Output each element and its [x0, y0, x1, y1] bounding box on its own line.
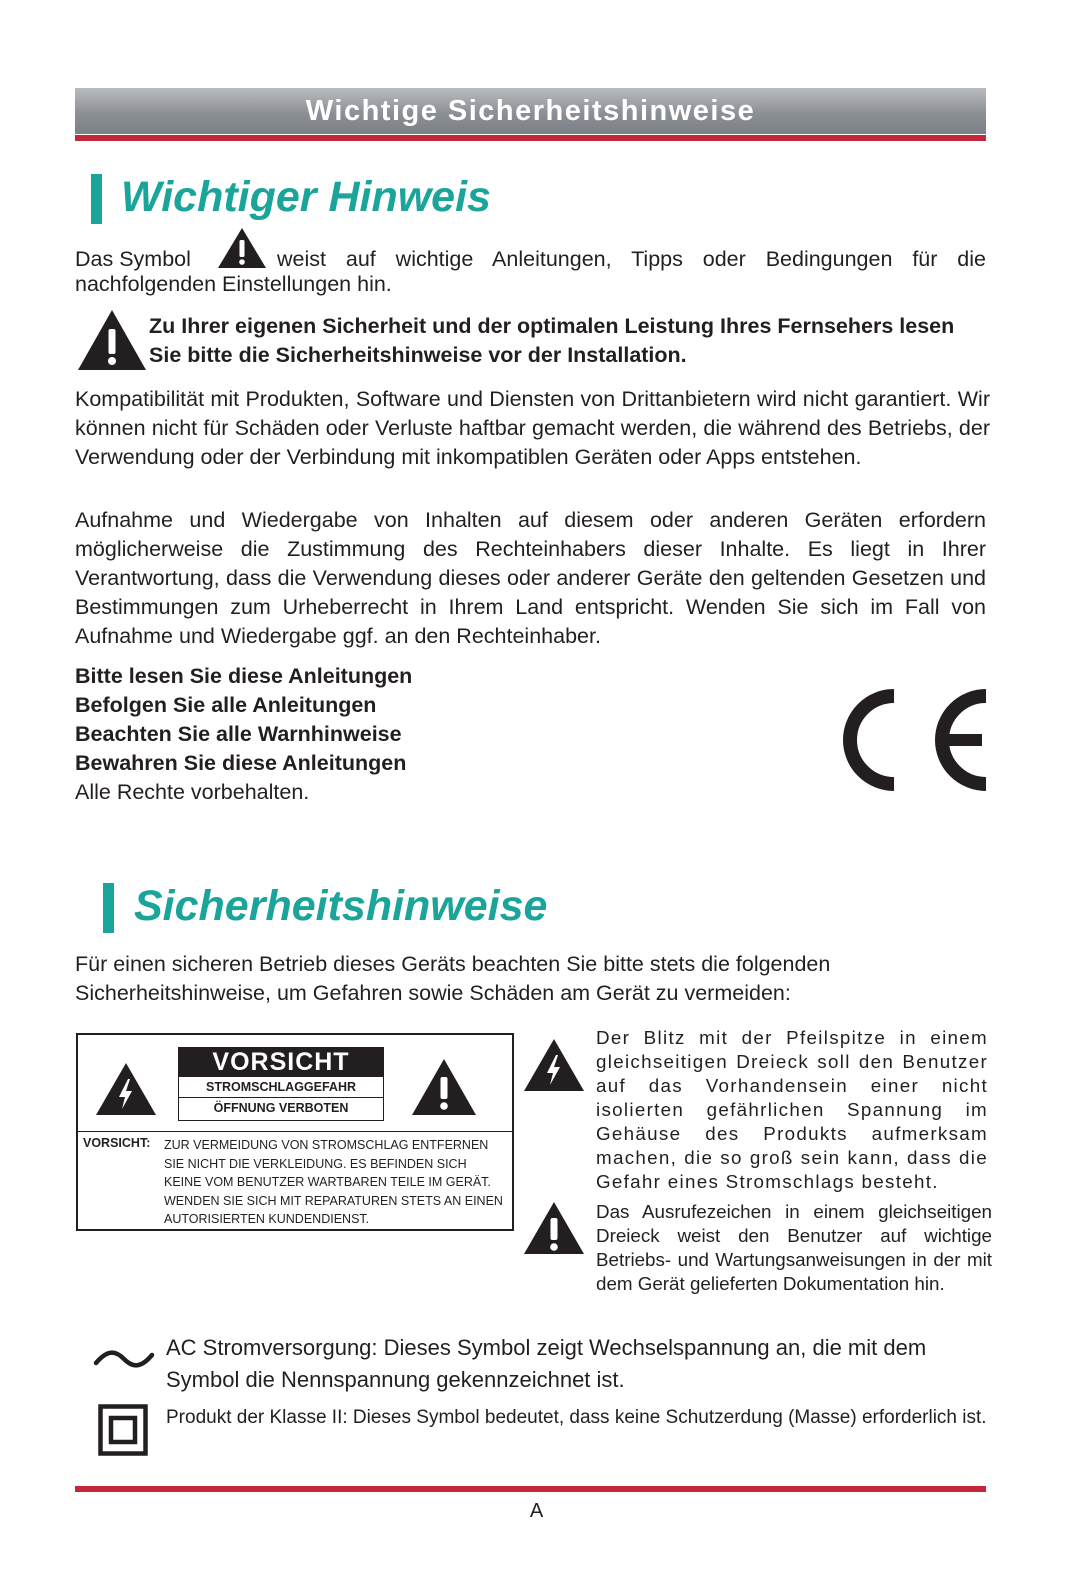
- vorsicht-title: VORSICHT: [179, 1048, 383, 1077]
- symbol-intro-line2: nachfolgenden Einstellungen hin.: [75, 272, 392, 296]
- rights-reserved: Alle Rechte vorbehalten.: [75, 780, 310, 804]
- section-accent-bar: [91, 174, 102, 224]
- header-title: Wichtige Sicherheitshinweise: [305, 94, 756, 127]
- vorsicht-panel: [178, 1047, 384, 1121]
- page-number: A: [529, 1500, 544, 1522]
- compatibility-paragraph: Kompatibilität mit Produkten, Software und Diensten von Drittanbietern wird nicht garantiert. Wir können nicht für Schäden oder Verluste haftbar gemacht werden, die während des Betriebs, der Verwendung oder der Verbindung mit inkompatiblen Geräten oder Apps entstehen.: [75, 387, 990, 469]
- instructions-list: [75, 662, 675, 807]
- vorsicht-warning-label: [76, 1033, 514, 1231]
- lightning-explanation: Der Blitz mit der Pfeilspitze in einem gleichseitigen Dreieck soll den Benutzer auf das Vorhandensein einer nicht isolierten gefährlichen Spannung im Gehäuse des Produkts aufmerksam machen, die so groß sein kann, dass die Gefahr eines Stromschlags besteht.: [596, 1027, 988, 1192]
- vorsicht-line1: STROMSCHLAGGEFAHR: [179, 1077, 383, 1098]
- safety-intro: Für einen sicheren Betrieb dieses Geräts beachten Sie bitte stets die folgenden Sicherheitshinweise, um Gefahren sowie Schäden am Gerät zu vermeiden:: [75, 952, 831, 1005]
- symbol-intro-rest: weist auf wichtige Anleitungen, Tipps oder Bedingungen für die: [277, 247, 986, 271]
- list-item: Bewahren Sie diese Anleitungen: [75, 751, 407, 775]
- section-heading-wichtiger-hinweis: Wichtiger Hinweis: [121, 173, 491, 221]
- list-item: Beachten Sie alle Warnhinweise: [75, 722, 402, 746]
- lightning-triangle-icon: [94, 1061, 158, 1117]
- list-item: Befolgen Sie alle Anleitungen: [75, 693, 377, 717]
- symbol-intro-text-start: Das Symbol: [75, 247, 191, 271]
- class-ii-icon: [98, 1404, 148, 1456]
- footer-rule: [75, 1486, 986, 1492]
- exclamation-explanation: Das Ausrufezeichen in einem gleichseitigen Dreieck weist den Benutzer auf wichtige Betriebs- und Wartungsanweisungen in der mit dem Gerät gelieferten Dokumentation hin.: [596, 1201, 992, 1294]
- vorsicht-line2: ÖFFNUNG VERBOTEN: [213, 1101, 349, 1115]
- section-heading-sicherheitshinweise: Sicherheitshinweise: [134, 882, 548, 930]
- class-ii-text: Produkt der Klasse II: Dieses Symbol bedeutet, dass keine Schutzerdung (Masse) erforderlich ist.: [166, 1407, 987, 1428]
- safety-warning-bold: Zu Ihrer eigenen Sicherheit und der optimalen Leistung Ihres Fernsehers lesen Sie bitte die Sicherheitshinweise vor der Installation.: [149, 314, 955, 367]
- warning-triangle-icon: [216, 226, 268, 270]
- ac-power-text: AC Stromversorgung: Dieses Symbol zeigt Wechselspannung an, die mit dem Symbol die Nennspannung gekennzeichnet ist.: [166, 1335, 927, 1392]
- section-accent-bar: [103, 883, 114, 933]
- warning-divider: [78, 1131, 512, 1132]
- caption-label: VORSICHT:: [83, 1136, 151, 1150]
- copyright-paragraph: Aufnahme und Wiedergabe von Inhalten auf diesem oder anderen Geräten erfordern möglicherweise die Zustimmung des Rechteinhabers dieser Inhalte. Es liegt in Ihrer Verantwortung, dass die Verwendung dieses oder anderer Geräte den geltenden Gesetzen und Bestimmungen zum Urheberrecht in Ihrem Land entspricht. Wenden Sie sich im Fall von Aufnahme und Wiedergabe ggf. an den Rechteinhaber.: [75, 508, 986, 648]
- header-rule: [75, 135, 986, 141]
- exclamation-triangle-icon: [522, 1200, 586, 1256]
- caption-text: ZUR VERMEIDUNG VON STROMSCHLAG ENTFERNEN SIE NICHT DIE VERKLEIDUNG. ES BEFINDEN SICH KEINE VOM BENUTZER WARTBAREN TEILE IM GERÄT. WENDEN SIE SICH MIT REPARATUREN STETS AN EINEN AUTORISIERTEN KUNDENDIENST.: [164, 1138, 503, 1226]
- warning-triangle-large-icon: [76, 308, 148, 372]
- list-item: Bitte lesen Sie diese Anleitungen: [75, 664, 413, 688]
- exclamation-triangle-icon: [410, 1057, 478, 1117]
- ac-wave-icon: [93, 1346, 155, 1372]
- lightning-triangle-icon: [522, 1037, 586, 1093]
- ce-mark-logo: [838, 684, 990, 796]
- header-banner: [75, 88, 986, 134]
